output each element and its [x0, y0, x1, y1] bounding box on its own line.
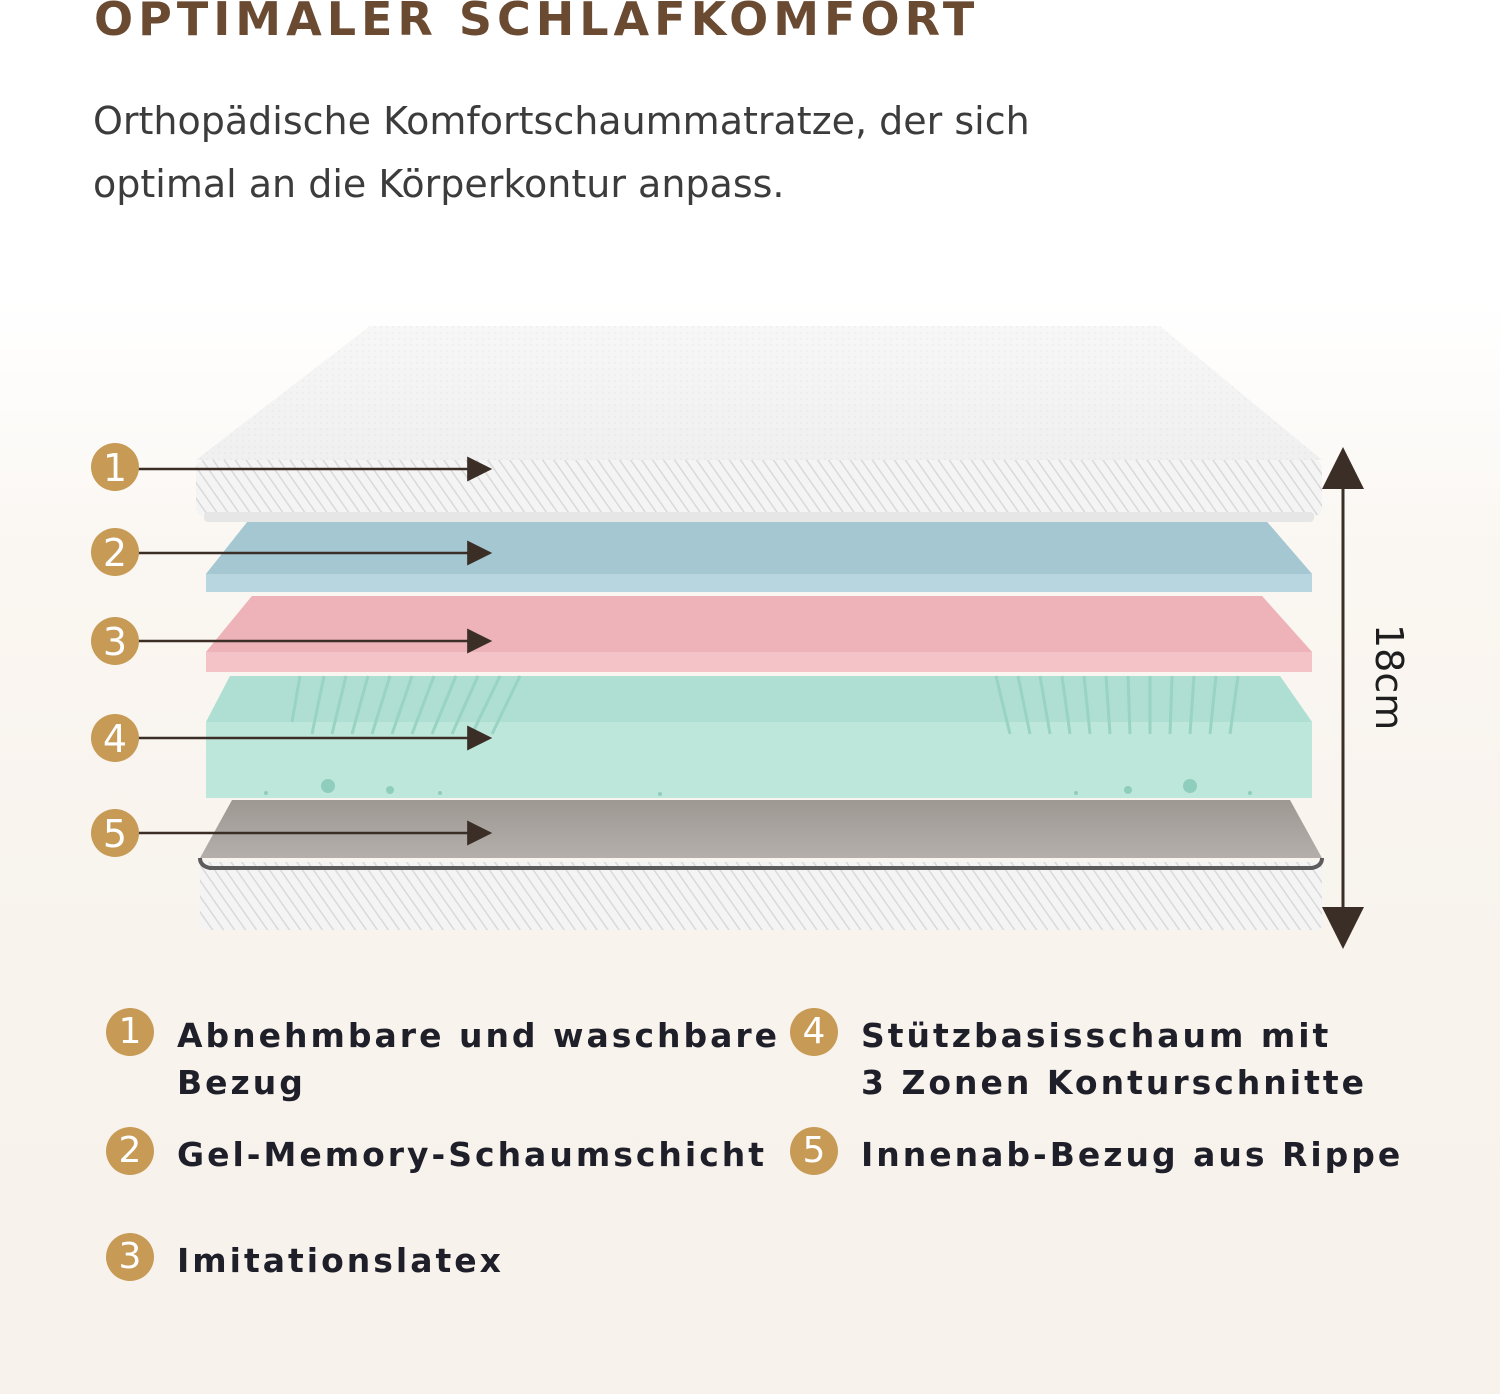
legend-label: Innenab-Bezug aus Rippe: [861, 1135, 1404, 1174]
legend-label: Imitationslatex: [177, 1241, 504, 1280]
height-label: 18cm: [1367, 624, 1411, 731]
badge-icon: 2: [106, 1127, 154, 1175]
callout-number: 1: [102, 446, 128, 490]
badge-icon: 3: [106, 1233, 154, 1281]
page-subtitle: Orthopädische Komfortschaummatratze, der sich optimal an die Körperkontur anpass.: [93, 99, 1030, 206]
legend-item-3: [106, 1237, 504, 1284]
callout-number: 2: [102, 531, 128, 575]
badge-icon: 4: [790, 1008, 838, 1056]
badge-icon: 5: [790, 1127, 838, 1175]
legend-item-2: [106, 1131, 767, 1178]
badge-icon: 1: [106, 1008, 154, 1056]
callout-number: 5: [102, 812, 128, 856]
legend-label: Abnehmbare und waschbare Bezug: [177, 1016, 781, 1102]
legend-item-5: [790, 1131, 1403, 1178]
legend-label: Stützbasisschaum mit 3 Zonen Konturschnitte: [861, 1016, 1368, 1102]
callout-number: 4: [102, 717, 128, 761]
layer-5-inner-cover: [200, 800, 1322, 930]
layer-3-imitation-latex: [206, 596, 1312, 672]
callout-number: 3: [102, 620, 128, 664]
legend-label: Gel-Memory-Schaumschicht: [177, 1135, 768, 1174]
page-title: OPTIMALER SCHLAFKOMFORT: [94, 0, 980, 46]
legend-item-1: [106, 1012, 780, 1106]
legend-item-4: [790, 1012, 1367, 1106]
layer-1-cover: [196, 326, 1322, 522]
